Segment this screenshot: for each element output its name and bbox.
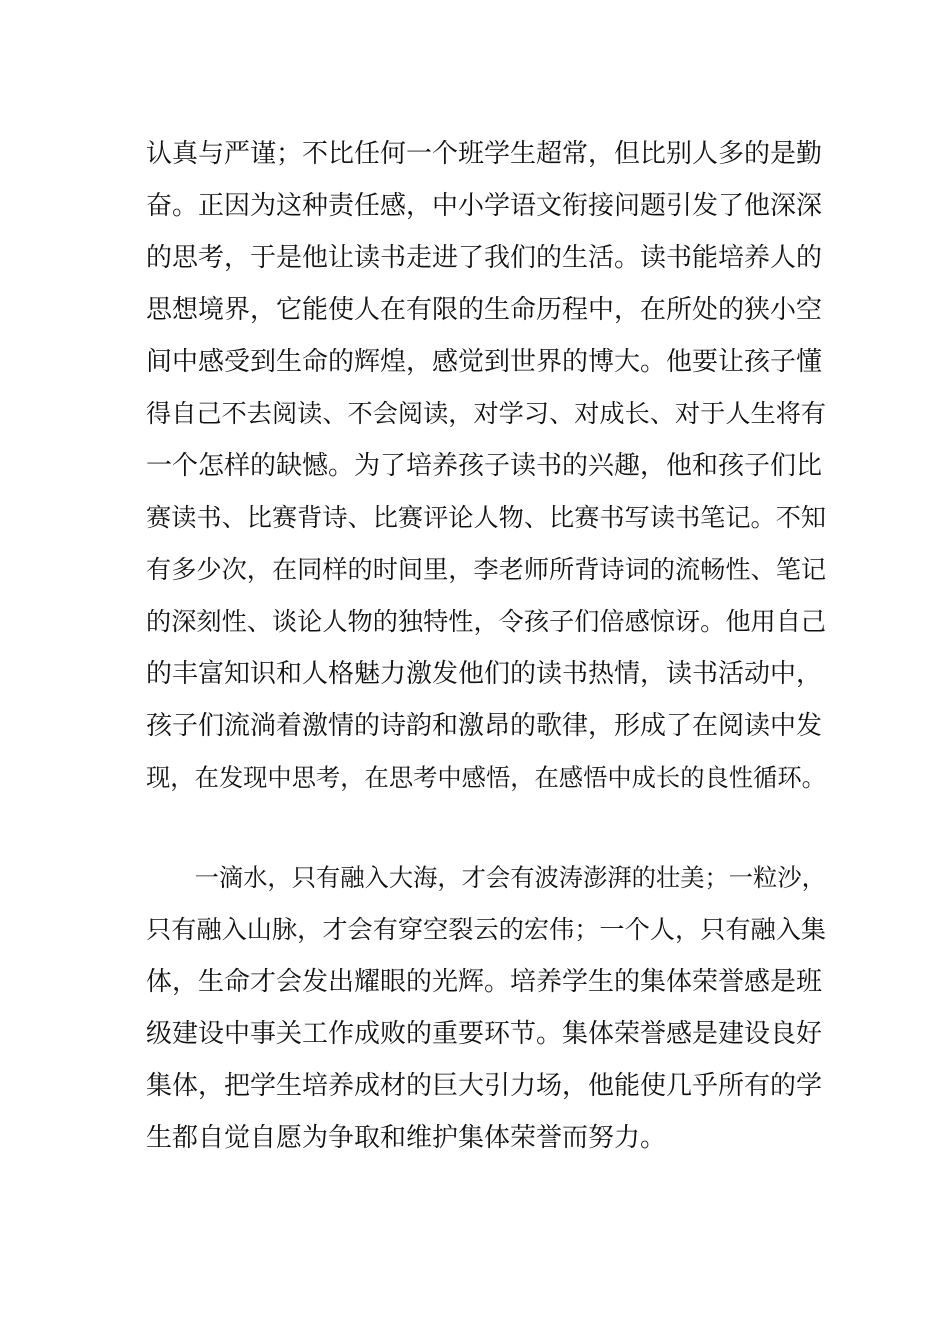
paragraph-collective-honor — [146, 852, 826, 1164]
text-line: 一个怎样的缺憾。为了培养孩子读书的兴趣，他和孩子们比 — [146, 451, 823, 481]
text-line: 间中感受到生命的辉煌，感觉到世界的博大。他要让孩子懂 — [146, 347, 823, 377]
paragraph-spacer — [146, 804, 826, 852]
text-line: 思想境界，它能使人在有限的生命历程中，在所处的狭小空 — [146, 295, 823, 325]
text-line: 只有融入山脉，才会有穿空裂云的宏伟；一个人，只有融入集 — [146, 915, 827, 944]
text-line: 一滴水，只有融入大海，才会有波涛澎湃的壮美；一粒沙， — [146, 863, 826, 892]
text-line: 的思考，于是他让读书走进了我们的生活。读书能培养人的 — [146, 243, 823, 273]
text-line: 奋。正因为这种责任感，中小学语文衔接问题引发了他深深 — [146, 191, 823, 221]
text-line: 体，生命才会发出耀眼的光辉。培养学生的集体荣誉感是班 — [146, 967, 823, 997]
text-line: 生都自觉自愿为争取和维护集体荣誉而努力。 — [146, 1123, 667, 1153]
text-line: 得自己不去阅读、不会阅读，对学习、对成长、对于人生将有 — [146, 399, 827, 428]
text-line: 孩子们流淌着激情的诗韵和激昂的歌律，形成了在阅读中发 — [146, 711, 823, 741]
document-body — [146, 128, 826, 1164]
text-line: 级建设中事关工作成败的重要环节。集体荣誉感是建设良好 — [146, 1019, 823, 1049]
text-line: 认真与严谨；不比任何一个班学生超常，但比别人多的是勤 — [146, 139, 823, 169]
text-line: 赛读书、比赛背诗、比赛评论人物、比赛书写读书笔记。不知 — [146, 503, 827, 532]
text-line: 有多少次，在同样的时间里，李老师所背诗词的流畅性、笔记 — [146, 555, 827, 584]
text-line: 集体，把学生培养成材的巨大引力场，他能使几乎所有的学 — [146, 1071, 823, 1101]
text-line: 的丰富知识和人格魅力激发他们的读书热情，读书活动中， — [146, 659, 823, 689]
text-line: 的深刻性、谈论人物的独特性，令孩子们倍感惊讶。他用自己 — [146, 607, 827, 636]
text-line: 现，在发现中思考，在思考中感悟，在感悟中成长的良性循环。 — [146, 763, 826, 792]
paragraph-reading — [146, 128, 826, 804]
